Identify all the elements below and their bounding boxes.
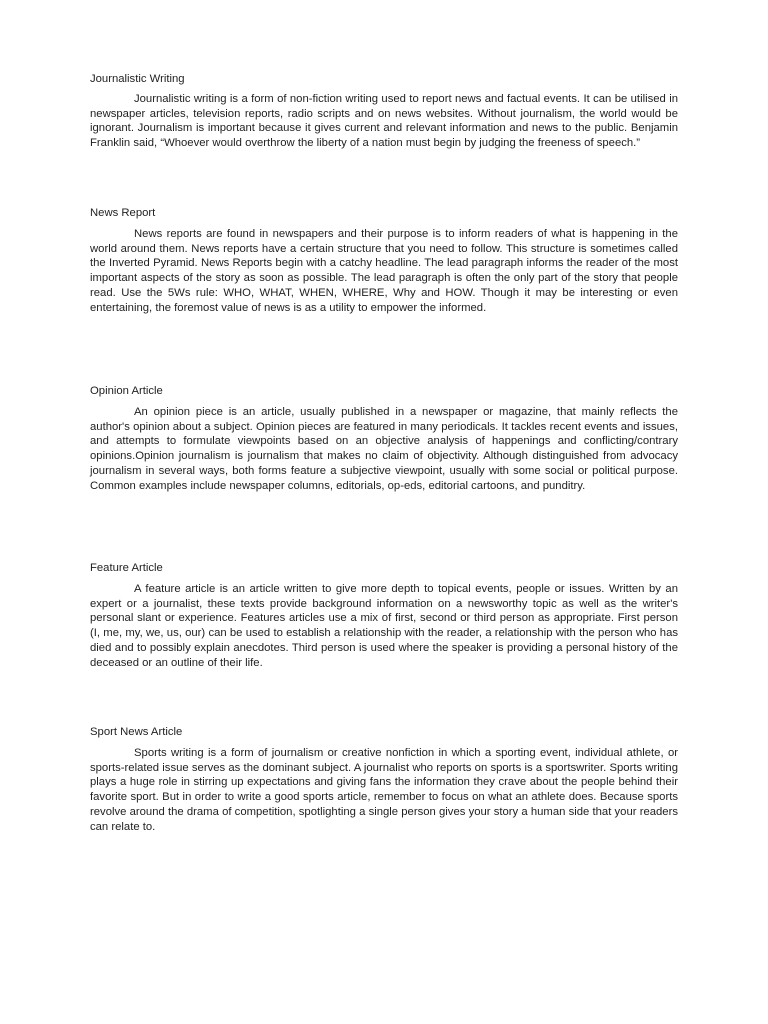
section-news-report — [90, 206, 678, 315]
section-title: Opinion Article — [90, 385, 163, 397]
section-paragraph: An opinion piece is an article, usually published in a newspaper or magazine, that mainly reflects the author's opinion about a subject. Opinion pieces are featured in many periodicals. It tackles recent events and issues, and attempts to formulate viewpoints based on an objective analysis of happenings and conflicting/contrary opinions.Opinion journalism is journalism that makes no claim of objectivity. Although distinguished from advocacy journalism in several ways, both forms feature a subjective viewpoint, usually with some social or political purpose. Common examples include newspaper columns, editorials, op-eds, editorial cartoons, and punditry. — [90, 406, 678, 492]
section-opinion-article — [90, 384, 678, 493]
section-title: News Report — [90, 207, 156, 219]
section-title: Sport News Article — [90, 726, 183, 738]
section-paragraph: News reports are found in newspapers and their purpose is to inform readers of what is happening in the world around them. News reports have a certain structure that you need to follow. This structure is sometimes called the Inverted Pyramid. News Reports begin with a catchy headline. The lead paragraph informs the reader of the most important aspects of the story as soon as possible. The lead paragraph is often the only part of the story that people read. Use the 5Ws rule: WHO, WHAT, WHEN, WHERE, Why and HOW. Though it may be interesting or even entertaining, the foremost value of news is as a utility to empower the informed. — [90, 228, 678, 314]
section-paragraph: A feature article is an article written to give more depth to topical events, people or issues. Written by an expert or a journalist, these texts provide background information on a newsworthy topic as well as the writer's personal slant or experience. Features articles use a mix of first, second or third person as appropriate. First person (I, me, my, we, us, our) can be used to establish a relationship with the reader, a relationship with the person who has died and to possibly explain anecdotes. Third person is used where the speaker is providing a personal history of the deceased or an outline of their life. — [90, 583, 678, 669]
section-paragraph: Journalistic writing is a form of non-fiction writing used to report news and factual events. It can be utilised in newspaper articles, television reports, radio scripts and on news websites. Without journalism, the world would be ignorant. Journalism is important because it gives current and relevant information and news to the public. Benjamin Franklin said, “Whoever would overthrow the liberty of a nation must begin by judging the freeness of speech.” — [90, 93, 678, 150]
section-journalistic-writing — [90, 72, 678, 151]
section-title: Journalistic Writing — [90, 73, 185, 85]
section-title: Feature Article — [90, 562, 163, 574]
section-sport-news-article — [90, 725, 678, 834]
section-feature-article — [90, 561, 678, 670]
section-paragraph: Sports writing is a form of journalism or creative nonfiction in which a sporting event, individual athlete, or sports-related issue serves as the dominant subject. A journalist who reports on sports is a sportswriter. Sports writing plays a huge role in stirring up expectations and giving fans the information they crave about the people behind their favorite sport. But in order to write a good sports article, remember to focus on what an athlete does. Because sports revolve around the drama of competition, spotlighting a single person gives your story a human side that your readers can relate to. — [90, 747, 678, 833]
